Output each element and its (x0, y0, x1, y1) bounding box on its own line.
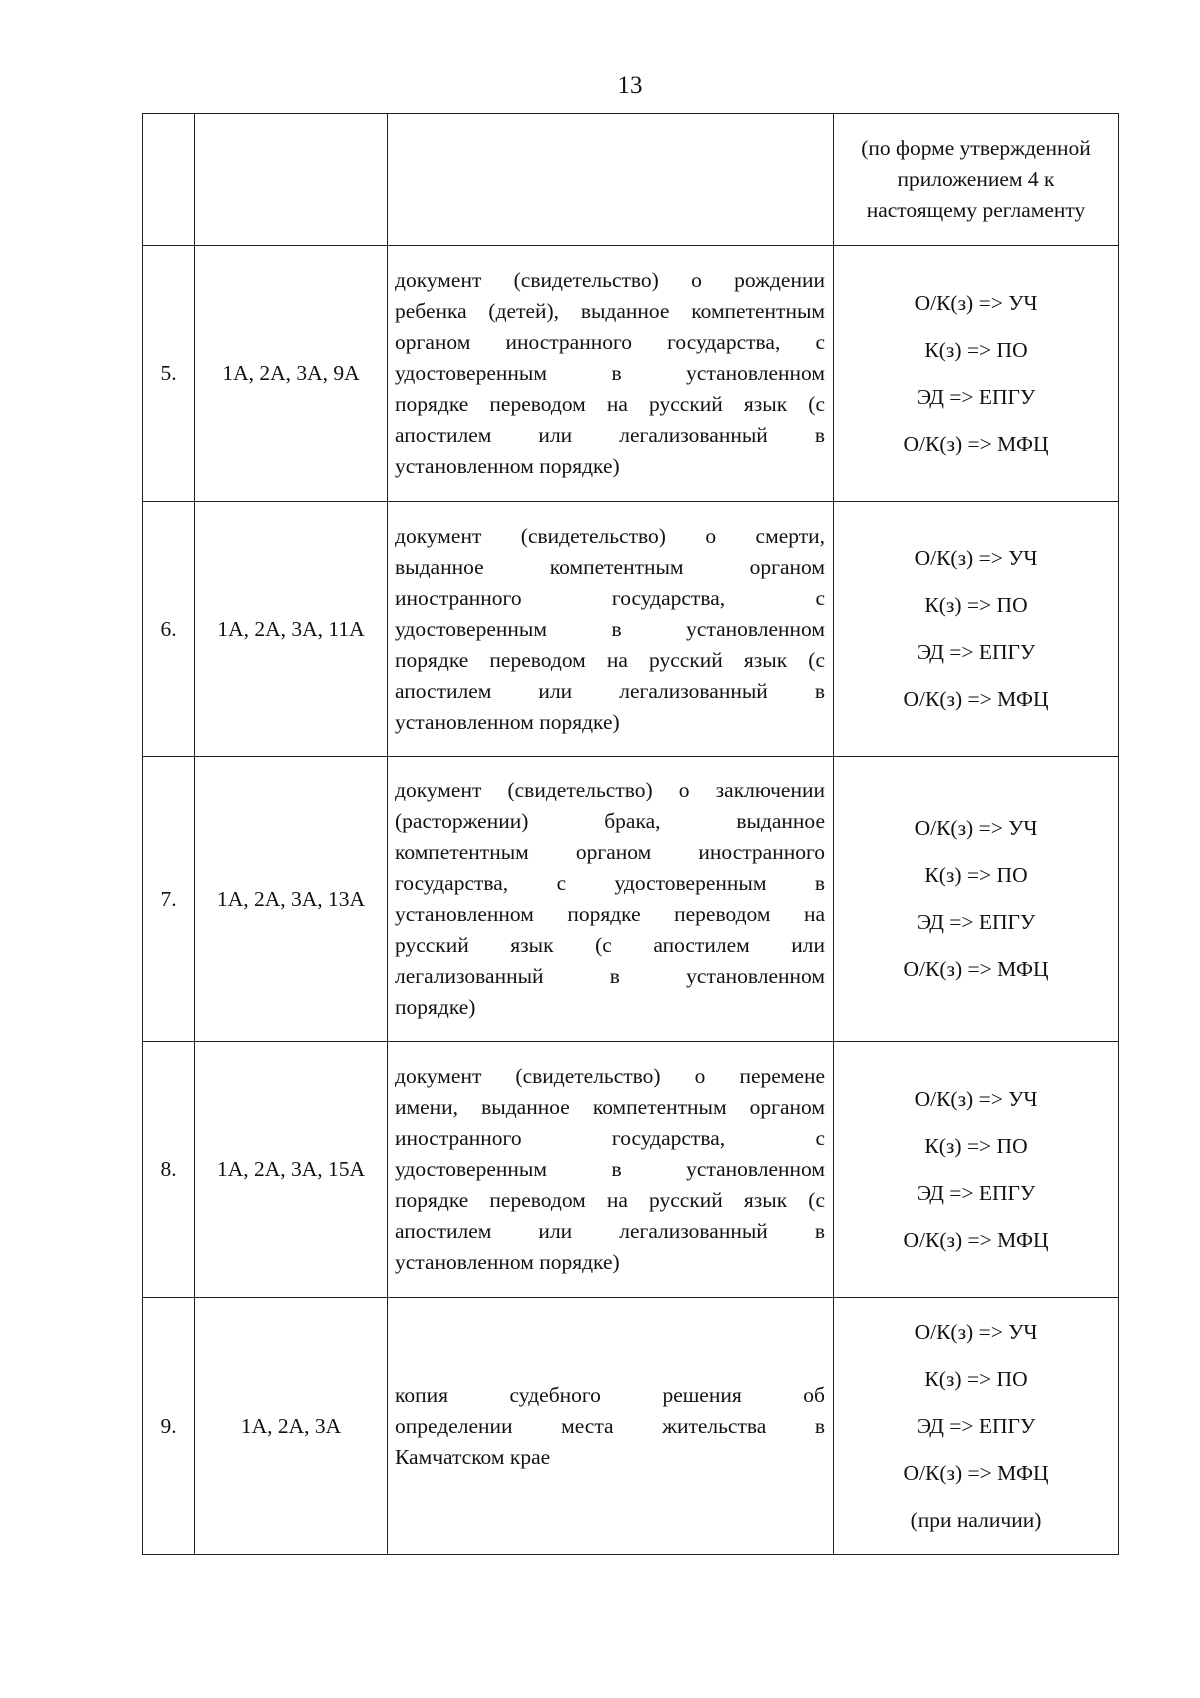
description-line: иностранного государства, с (395, 585, 825, 610)
description-line: установленном порядке) (395, 709, 620, 734)
page-number: 13 (617, 72, 643, 99)
submission-method: К(з) => ПО (924, 1133, 1028, 1158)
row-description (388, 1298, 834, 1555)
description-line: ребенка (детей), выданное компетентным (395, 299, 825, 323)
description-line: порядке переводом на русский язык (с (395, 1188, 825, 1212)
submission-method: К(з) => ПО (924, 593, 1028, 617)
description-line: апостилем или легализованный в (395, 1219, 825, 1243)
cell-num-empty (143, 114, 195, 246)
row-submission-methods (834, 1298, 1119, 1555)
row-submission-methods (834, 1042, 1119, 1298)
submission-method: К(з) => ПО (924, 863, 1028, 887)
row-submission-methods (834, 502, 1119, 757)
table-row (143, 757, 1119, 1042)
description-line: (расторжении) брака, выданное (395, 809, 825, 833)
submission-method: О/К(з) => УЧ (914, 1319, 1038, 1344)
submission-method: О/К(з) => УЧ (914, 1086, 1038, 1111)
row-codes: 1А, 2А, 3А (195, 1298, 388, 1555)
description-line: удостоверенным в установленном (395, 616, 825, 641)
description-line: удостоверенным в установленном (395, 1157, 825, 1181)
row-description (388, 246, 834, 502)
table-row (143, 1298, 1119, 1555)
description-line: установленном порядке) (395, 454, 620, 478)
submission-method: ЭД => ЕПГУ (916, 910, 1036, 934)
submission-method: ЭД => ЕПГУ (916, 640, 1036, 664)
submission-method: ЭД => ЕПГУ (916, 384, 1036, 409)
form-note-line: приложением 4 к (897, 167, 1055, 191)
description-line: апостилем или легализованный в (395, 423, 825, 447)
submission-method: (при наличии) (910, 1507, 1042, 1532)
description-line: документ (свидетельство) о перемене (395, 1064, 825, 1088)
submission-method: О/К(з) => УЧ (914, 816, 1038, 840)
description-line: документ (свидетельство) о рождении (395, 268, 825, 292)
description-line: определении места жительства в (395, 1413, 825, 1438)
row-number: 8. (143, 1042, 195, 1298)
description-line: Камчатском крае (395, 1444, 551, 1469)
description-line: имени, выданное компетентным органом (395, 1095, 825, 1119)
row-codes: 1А, 2А, 3А, 9А (195, 246, 388, 502)
description-line: порядке переводом на русский язык (с (395, 647, 825, 672)
row-number: 9. (143, 1298, 195, 1555)
description-line: легализованный в установленном (395, 964, 825, 988)
description-line: установленном порядке) (395, 1250, 620, 1274)
cell-form-note (834, 114, 1119, 246)
submission-method: ЭД => ЕПГУ (916, 1413, 1036, 1438)
submission-method: О/К(з) => МФЦ (903, 431, 1049, 456)
table-row (143, 246, 1119, 502)
submission-method: О/К(з) => МФЦ (903, 1460, 1049, 1485)
form-note-line: настоящему регламенту (866, 198, 1086, 222)
submission-method: О/К(з) => МФЦ (903, 957, 1049, 981)
cell-codes-empty (195, 114, 388, 246)
row-description (388, 1042, 834, 1298)
description-line: документ (свидетельство) о смерти, (395, 523, 825, 548)
row-codes: 1А, 2А, 3А, 13А (195, 757, 388, 1042)
cell-desc-empty (388, 114, 834, 246)
description-line: документ (свидетельство) о заключении (395, 778, 825, 802)
row-number: 7. (143, 757, 195, 1042)
row-submission-methods (834, 757, 1119, 1042)
description-line: удостоверенным в установленном (395, 361, 825, 385)
description-line: компетентным органом иностранного (395, 840, 825, 864)
description-line: русский язык (с апостилем или (395, 933, 825, 957)
description-line: апостилем или легализованный в (395, 678, 825, 703)
row-description (388, 757, 834, 1042)
submission-method: О/К(з) => МФЦ (903, 687, 1049, 711)
row-number: 6. (143, 502, 195, 757)
description-line: копия судебного решения об (395, 1382, 825, 1407)
row-submission-methods (834, 246, 1119, 502)
table-row-header (143, 114, 1119, 246)
submission-method: О/К(з) => МФЦ (903, 1227, 1049, 1252)
row-codes: 1А, 2А, 3А, 15А (195, 1042, 388, 1298)
row-codes: 1А, 2А, 3А, 11А (195, 502, 388, 757)
description-line: выданное компетентным органом (395, 554, 825, 579)
documents-table (142, 113, 1119, 1555)
form-note-line: (по форме утвержденной (861, 136, 1091, 160)
submission-method: К(з) => ПО (924, 337, 1028, 362)
row-description (388, 502, 834, 757)
submission-method: О/К(з) => УЧ (914, 290, 1038, 315)
submission-method: К(з) => ПО (924, 1366, 1028, 1391)
description-line: порядке переводом на русский язык (с (395, 392, 825, 416)
table-row (143, 502, 1119, 757)
table-row (143, 1042, 1119, 1298)
description-line: государства, с удостоверенным в (395, 871, 825, 895)
description-line: иностранного государства, с (395, 1126, 825, 1150)
description-line: установленном порядке переводом на (395, 902, 825, 926)
submission-method: О/К(з) => УЧ (914, 546, 1038, 570)
description-line: порядке) (395, 995, 476, 1019)
description-line: органом иностранного государства, с (395, 330, 825, 354)
submission-method: ЭД => ЕПГУ (916, 1180, 1036, 1205)
row-number: 5. (143, 246, 195, 502)
